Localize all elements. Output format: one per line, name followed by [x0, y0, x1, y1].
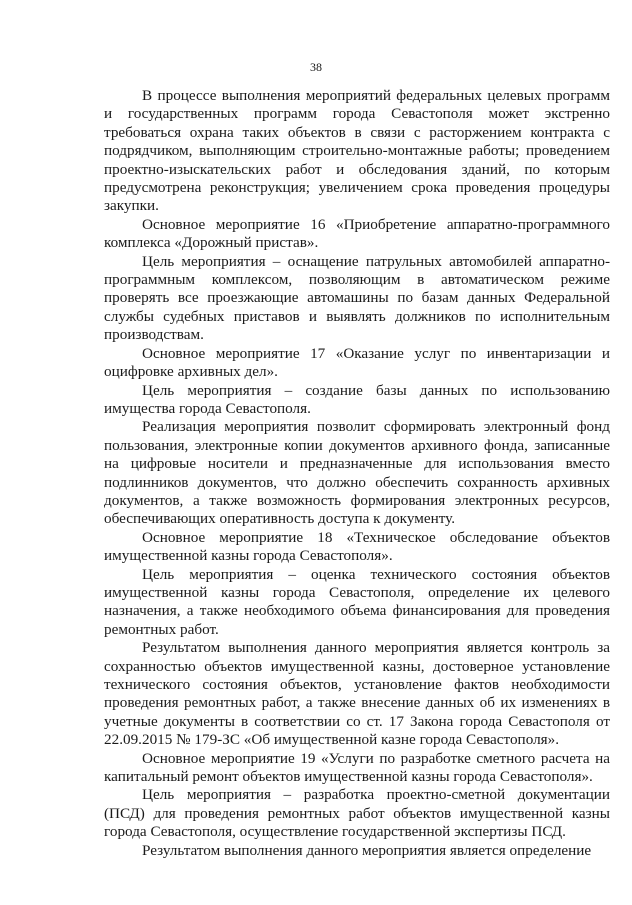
paragraph-measure-18-goal: Цель мероприятия – оценка технического состояния объектов имущественной казны города Севастополя, определение их целевого назначения, а также необходимого объема финансирования для проведения ремонтных работ.: [104, 565, 610, 638]
paragraph-measure-16-title: Основное мероприятие 16 «Приобретение аппаратно-программного комплекса «Дорожный пристав».: [104, 215, 610, 252]
paragraph-measure-17-implementation: Реализация мероприятия позволит сформировать электронный фонд пользования, электронные копии документов архивного фонда, записанные на цифровые носители и предназначенные для использования вместо подлинников документов, что должно обеспечить сохранность архивных документов, а также возможность формирования электронных ресурсов, обеспечивающих оперативность доступа к документу.: [104, 418, 610, 528]
document-body: [104, 87, 610, 860]
paragraph-measure-17-goal: Цель мероприятия – создание базы данных по использованию имущества города Севастополя.: [104, 381, 610, 417]
paragraph-measure-16-goal: Цель мероприятия – оснащение патрульных автомобилей аппаратно-программным комплексом, позволяющим в автоматическом режиме проверять все проезжающие автомашины по базам данных Федеральной службы судебных приставов и выявлять должников по исполнительным производствам.: [104, 252, 610, 344]
paragraph-target-program-security: В процессе выполнения мероприятий федеральных целевых программ и государственных программ города Севастополя может экстренно требоваться охрана таких объектов в связи с расторжением контракта с подрядчиком, выполняющим строительно-монтажные работы; проведением проектно-изыскательских работ и обследования зданий, по которым предусмотрена реконструкция; увеличением срока проведения процедуры закупки.: [104, 87, 610, 215]
paragraph-measure-19-title: Основное мероприятие 19 «Услуги по разработке сметного расчета на капитальный ремонт объектов имущественной казны города Севастополя».: [104, 749, 610, 786]
paragraph-measure-17-title: Основное мероприятие 17 «Оказание услуг по инвентаризации и оцифровке архивных дел».: [104, 344, 610, 381]
paragraph-measure-19-result: Результатом выполнения данного мероприятия является определение: [142, 841, 592, 859]
paragraph-measure-19-goal: Цель мероприятия – разработка проектно-сметной документации (ПСД) для проведения ремонтных работ объектов имущественной казны города Севастополя, осуществление государственной экспертизы ПСД.: [104, 786, 610, 841]
paragraph-measure-18-result: Результатом выполнения данного мероприятия является контроль за сохранностью объектов имущественной казны, достоверное установление технического состояния объектов, установление фактов необходимости проведения ремонтных работ, а также внесение данных об их изменениях в учетные документы в соответствии со ст. 17 Закона города Севастополя от 22.09.2015 № 179-ЗС «Об имущественной казне города Севастополя».: [104, 639, 610, 749]
page-number: 38: [310, 60, 322, 74]
paragraph-measure-18-title: Основное мероприятие 18 «Техническое обследование объектов имущественной казны города Севастополя».: [104, 528, 610, 565]
